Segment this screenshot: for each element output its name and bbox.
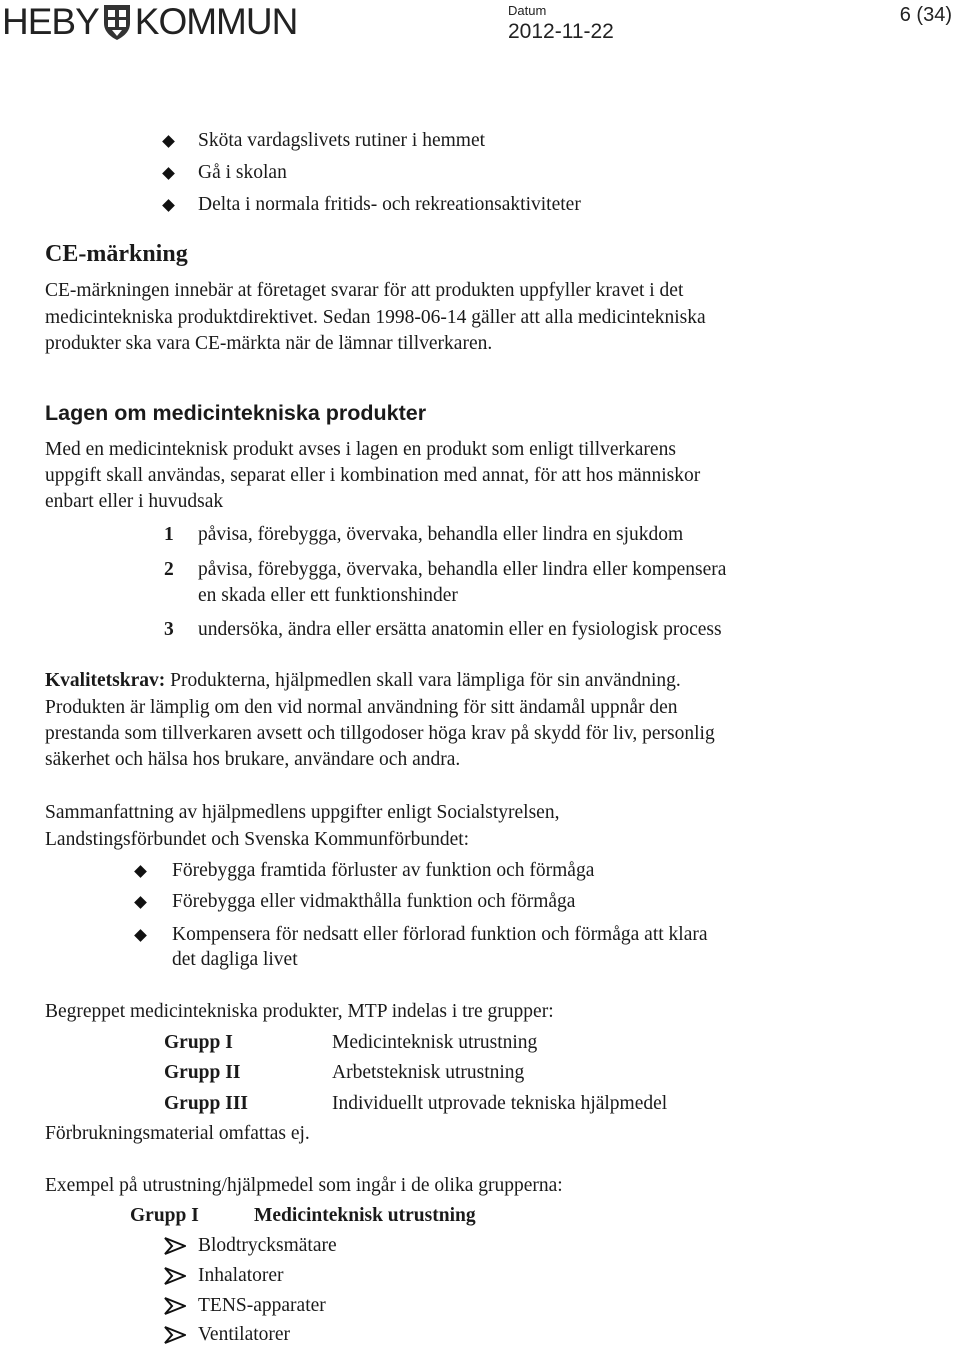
list-item: Gå i skolan bbox=[198, 162, 287, 183]
date-label: Datum bbox=[508, 3, 547, 18]
list-item-continuation: det dagliga livet bbox=[172, 949, 298, 970]
arrow-bullet-icon bbox=[164, 1297, 186, 1315]
list-item: Kompensera för nedsatt eller förlorad funktion och förmåga att klara bbox=[172, 924, 708, 945]
numbered-item-text: en skada eller ett funktionshinder bbox=[198, 585, 458, 606]
heby-kommun-logo bbox=[2, 2, 297, 42]
lagen-paragraph-line: Med en medicinteknisk produkt avses i lagen en produkt som enligt tillverkarens bbox=[45, 439, 676, 460]
logo-word-kommun: KOMMUN bbox=[134, 1, 298, 42]
exempel-intro: Exempel på utrustning/hjälpmedel som ingår i de olika grupperna: bbox=[45, 1175, 563, 1196]
lagen-paragraph-line: enbart eller i huvudsak bbox=[45, 491, 224, 512]
kvalitet-first-line bbox=[45, 668, 681, 694]
group-name: Grupp III bbox=[164, 1093, 248, 1114]
diamond-bullet-icon bbox=[162, 167, 175, 180]
group-name: Grupp I bbox=[164, 1032, 233, 1053]
sammanfattning-line: Landstingsförbundet och Svenska Kommunförbundet: bbox=[45, 829, 470, 850]
sammanfattning-line: Sammanfattning av hjälpmedlens uppgifter enligt Socialstyrelsen, bbox=[45, 802, 560, 823]
diamond-bullet-icon bbox=[134, 896, 147, 909]
diamond-bullet-icon bbox=[134, 929, 147, 942]
numbered-item-text: påvisa, förebygga, övervaka, behandla eller lindra en sjukdom bbox=[198, 524, 684, 545]
kvalitet-paragraph-line: Produkten är lämplig om den vid normal användning för sitt ändamål uppnår den bbox=[45, 697, 678, 718]
kvalitet-paragraph-line: säkerhet och hälsa hos brukare, användare och andra. bbox=[45, 749, 461, 770]
group-name: Grupp II bbox=[164, 1062, 241, 1083]
ce-paragraph-line: produkter ska vara CE-märkta när de lämnar tillverkaren. bbox=[45, 333, 493, 354]
arrow-bullet-icon bbox=[164, 1267, 186, 1285]
arrow-bullet-icon bbox=[164, 1326, 186, 1344]
list-item: Blodtrycksmätare bbox=[198, 1235, 337, 1256]
ce-paragraph-line: medicintekniska produktdirektivet. Sedan 1998-06-14 gäller att alla medicintekniska bbox=[45, 307, 706, 328]
numbered-item-number: 3 bbox=[164, 619, 174, 640]
date-value: 2012-11-22 bbox=[508, 20, 614, 43]
arrow-bullet-icon bbox=[164, 1237, 186, 1255]
numbered-item-number: 1 bbox=[164, 524, 174, 545]
kvalitet-first-line-text: Produkterna, hjälpmedlen skall vara lämpliga för sin användning. bbox=[165, 670, 681, 691]
numbered-item-number: 2 bbox=[164, 559, 174, 580]
lagen-paragraph-line: uppgift skall användas, separat eller i kombination med annat, för att hos människor bbox=[45, 465, 701, 486]
diamond-bullet-icon bbox=[134, 865, 147, 878]
numbered-item-text: påvisa, förebygga, övervaka, behandla eller lindra eller kompensera bbox=[198, 559, 727, 580]
diamond-bullet-icon bbox=[162, 135, 175, 148]
begreppet-intro: Begreppet medicintekniska produkter, MTP indelas i tre grupper: bbox=[45, 1001, 554, 1022]
coat-of-arms-icon bbox=[102, 3, 132, 41]
list-item: TENS-apparater bbox=[198, 1295, 326, 1316]
exempel-group-description: Medicinteknisk utrustning bbox=[254, 1205, 476, 1226]
page-header bbox=[0, 0, 960, 48]
list-item: Förebygga framtida förluster av funktion och förmåga bbox=[172, 860, 595, 881]
list-item: Delta i normala fritids- och rekreationsaktiviteter bbox=[198, 194, 581, 215]
diamond-bullet-icon bbox=[162, 199, 175, 212]
group-description: Arbetsteknisk utrustning bbox=[332, 1062, 525, 1083]
list-item: Inhalatorer bbox=[198, 1265, 284, 1286]
logo-word-heby: HEBY bbox=[2, 1, 99, 42]
list-item: Förebygga eller vidmakthålla funktion och förmåga bbox=[172, 891, 576, 912]
ce-paragraph-line: CE-märkningen innebär at företaget svarar för att produkten uppfyller kravet i det bbox=[45, 280, 684, 301]
numbered-item-text: undersöka, ändra eller ersätta anatomin eller en fysiologisk process bbox=[198, 619, 722, 640]
ce-heading: CE-märkning bbox=[45, 241, 188, 267]
list-item: Ventilatorer bbox=[198, 1324, 291, 1345]
kvalitet-paragraph-line: prestanda som tillverkaren avsett och tillgodoser höga krav på skydd för liv, personlig bbox=[45, 723, 715, 744]
lagen-heading: Lagen om medicintekniska produkter bbox=[45, 401, 427, 425]
exempel-group-name: Grupp I bbox=[130, 1205, 199, 1226]
kvalitet-label: Kvalitetskrav: bbox=[45, 670, 166, 691]
group-description: Medicinteknisk utrustning bbox=[332, 1032, 538, 1053]
group-description: Individuellt utprovade tekniska hjälpmedel bbox=[332, 1093, 668, 1114]
list-item: Sköta vardagslivets rutiner i hemmet bbox=[198, 130, 486, 151]
page-number: 6 (34) bbox=[899, 4, 952, 26]
begreppet-note: Förbrukningsmaterial omfattas ej. bbox=[45, 1123, 310, 1144]
